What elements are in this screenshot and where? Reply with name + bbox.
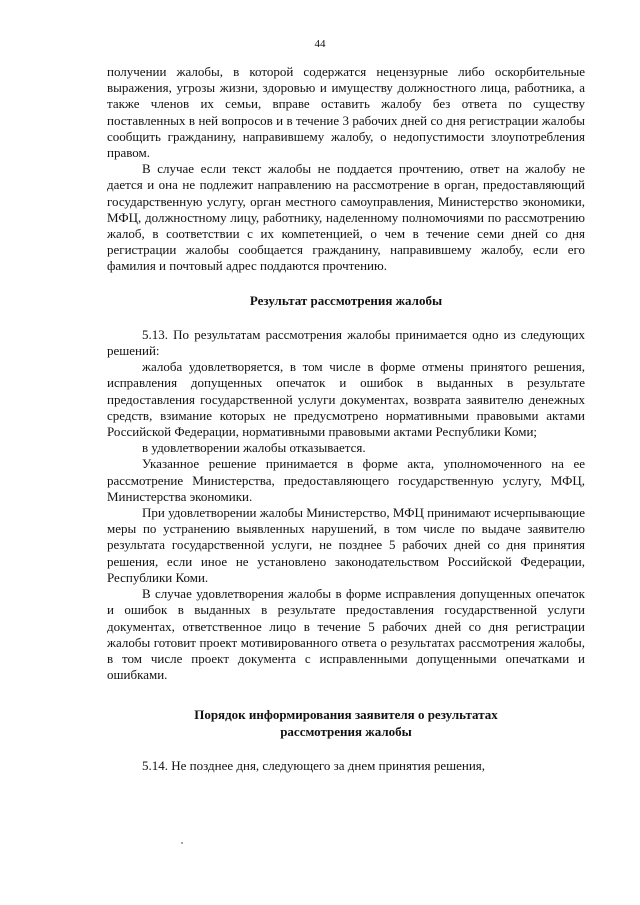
list-item-complaint-satisfied: жалоба удовлетворяется, в том числе в форме отмены принятого решения, исправления допущенных опечаток и ошибок в выданных в результате предоставления государственной услуги документах, возврата заявителю денежных средств, взимание которых не предусмотрено нормативными правовыми актами Российской Федерации, нормативными правовыми актами Республики Коми; [107, 359, 585, 440]
paragraph-satisfaction-measures: При удовлетворении жалобы Министерство, МФЦ принимают исчерпывающие меры по устранению выявленных нарушений, в том числе по выдаче заявителю результата государственной услуги, не позднее 5 рабочих дней со дня принятия решения, если иное не установлено законодательством Российской Федерации, Республики Коми. [107, 505, 585, 585]
page-number: 44 [314, 38, 326, 50]
paragraph-5-13: 5.13. По результатам рассмотрения жалобы принимается одно из следующих решений: [107, 326, 585, 359]
paragraph-5-14: 5.14. Не позднее дня, следующего за днем принятия решения, [142, 757, 486, 773]
paragraph-continuation: получении жалобы, в которой содержатся нецензурные либо оскорбительные выражения, угрозы жизни, здоровью и имуществу должностного лица, работника, а также членов их семьи, вправе оставить жалобу без ответа по существу поставленных в ней вопросов и в течение 3 рабочих дней со дня регистрации жалобы сообщить гражданину, направившему жалобу, о недопустимости злоупотребления правом. [107, 64, 585, 161]
paragraph-unreadable-complaint: В случае если текст жалобы не поддается прочтению, ответ на жалобу не дается и она не подлежит направлению на рассмотрение в орган, предоставляющий государственную услугу, орган местного самоуправления, Министерство экономики, МФЦ, должностному лицу, работнику, наделенному полномочиями по рассмотрению жалоб, в соответствии с их компетенцией, о чем в течение семи дней со дня регистрации жалобы сообщается гражданину, направившему жалобу, если его фамилия и почтовый адрес поддаются прочтению. [107, 161, 585, 274]
scan-speck [181, 842, 183, 844]
section-heading-line: Порядок информирования заявителя о результатах [194, 707, 498, 723]
section-heading-line: рассмотрения жалобы [280, 723, 412, 739]
paragraph-decision-form: Указанное решение принимается в форме акта, уполномоченного на ее рассмотрение Министерства, предоставляющего государственную услугу, МФЦ, Министерства экономики. [107, 456, 585, 504]
section-heading-informing [107, 707, 585, 739]
document-body [107, 64, 585, 774]
section-heading-result: Результат рассмотрения жалобы [249, 292, 443, 308]
paragraph-error-correction: В случае удовлетворения жалобы в форме исправления допущенных опечаток и ошибок в выданных в результате предоставления государственной услуги документах, ответственное лицо в течение 5 рабочих дней со дня регистрации жалобы готовит проект мотивированного ответа о результатах рассмотрения жалобы, в том числе проект документа с исправленными допущенными опечатками и ошибками. [107, 586, 585, 683]
list-item-complaint-refused: в удовлетворении жалобы отказывается. [142, 440, 366, 456]
